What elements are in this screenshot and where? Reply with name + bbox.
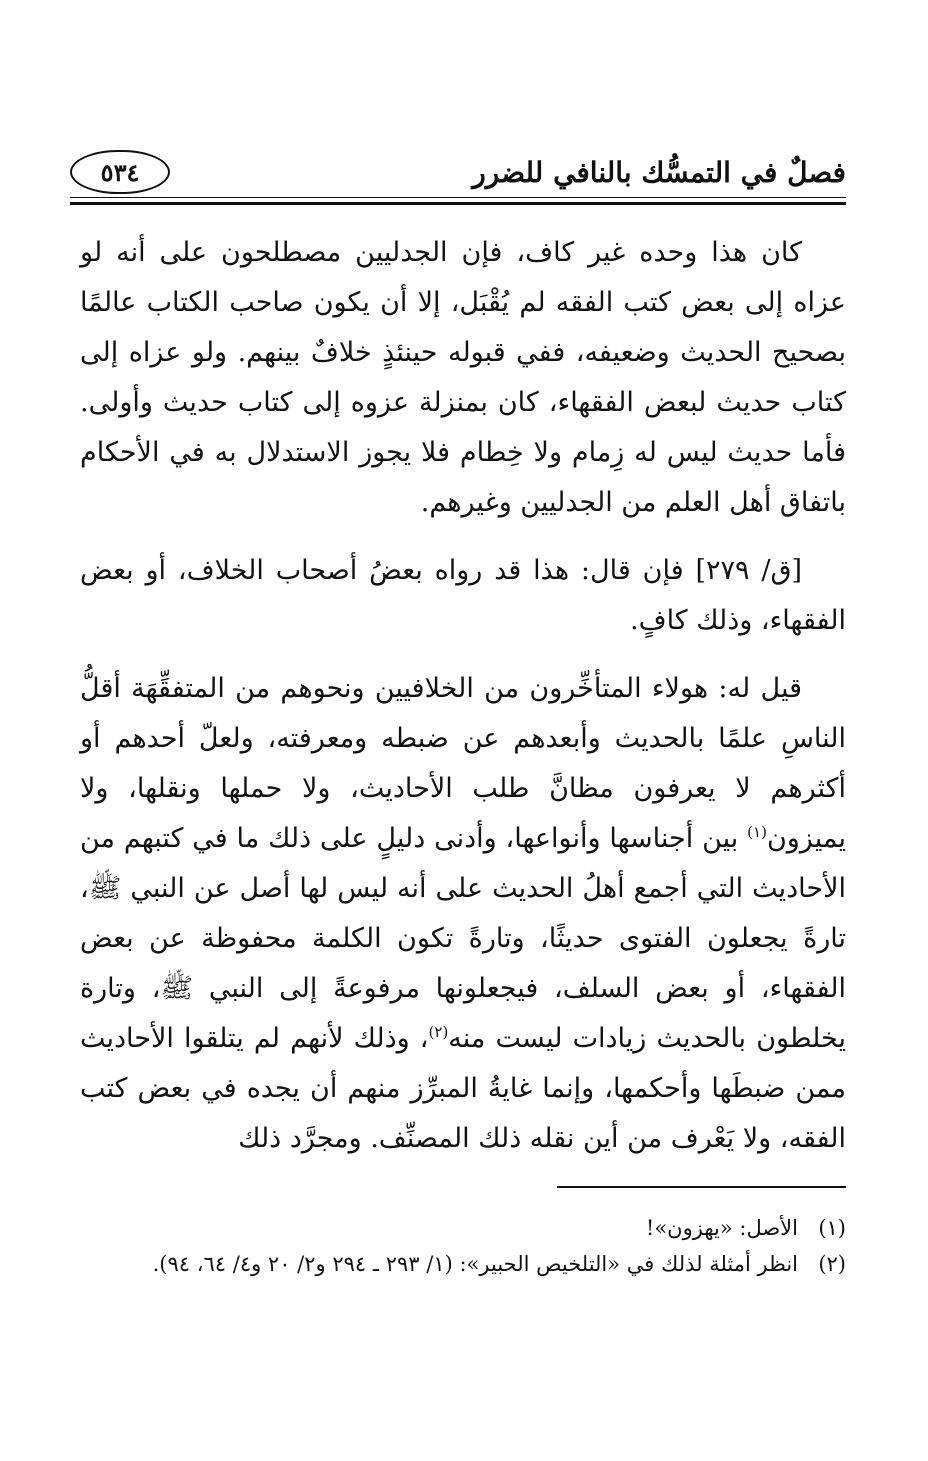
header-rule — [70, 197, 846, 198]
page-number-badge: ٥٣٤ — [70, 150, 170, 194]
paragraph-text: قيل له: هولاء المتأخِّرون من الخلافيين ونحوهم من المتفقِّهَة أقلُّ الناسِ علمًا بالحديث وأبعدهم عن ضبطه ومعرفته، ولعلّ أحدهم أو أكثرهم لا يعرفون مظانَّ طلب الأحاديث، ولا حملها ونقلها، ولا يميزون — [80, 673, 846, 854]
footnote-number: (١) — [818, 1216, 846, 1240]
footnote-ref-1[interactable]: (١) — [747, 823, 767, 841]
paragraph-text: بين أجناسها وأنواعها، وأدنى دليلٍ على ذلك ما في كتبهم من الأحاديث التي أجمع أهلُ الحديث على أنه ليس لها أصل عن النبي ﷺ، تارةً يجعلون الفتوى حديثًا، وتارةً تكون الكلمة محفوظة عن بعض الفقهاء، أو بعض السلف، فيجعلونها مرفوعةً إلى النبي ﷺ، وتارة يخلطون بالحديث زيادات ليست منه — [80, 823, 846, 1054]
paragraph-3 — [80, 664, 846, 1164]
page-header — [70, 146, 846, 198]
paragraph-text: كان هذا وحده غير كاف، فإن الجدليين مصطلحون على أنه لو عزاه إلى بعض كتب الفقه لم يُقْبَل، إلا أن يكون صاحب الكتاب عالمًا بصحيح الحديث وضعيفه، ففي قبوله حينئذٍ خلافٌ بينهم. ولو عزاه إلى كتاب حديث لبعض الفقهاء، كان بمنزلة عزوه إلى كتاب حديث وأولى. فأما حديث ليس له زِمام ولا خِطام فلا يجوز الاستدلال به في الأحكام باتفاق أهل العلم من الجدليين وغيرهم. — [80, 237, 846, 518]
footnote-text: الأصل: «يهزون»! — [645, 1216, 798, 1240]
footnote-ref-2[interactable]: (٢) — [428, 1023, 449, 1041]
footnote-text: انظر أمثلة لذلك في «التلخيص الحبير»: (١/ ٢٩٣ ـ ٢٩٤ و٢/ ٢٠ و٤/ ٦٤، ٩٤). — [152, 1252, 798, 1276]
footnote-2 — [80, 1246, 846, 1282]
body-text — [80, 228, 846, 1164]
footnote-1 — [80, 1210, 846, 1246]
paragraph-text: ، وذلك لأنهم لم يتلقوا الأحاديث ممن ضبطَها وأحكمها، وإنما غايةُ المبرِّز منهم أن يجده في بعض كتب الفقه، ولا يَعْرف من أين نقله ذلك المصنِّف. ومجرَّد ذلك — [80, 1023, 846, 1154]
footnote-number: (٢) — [818, 1252, 846, 1276]
footnote-separator — [557, 1186, 846, 1188]
header-rule-thick — [70, 202, 846, 205]
paragraph-2 — [80, 546, 846, 646]
footnotes — [80, 1210, 846, 1282]
paragraph-text: [ق/ ٢٧٩] فإن قال: هذا قد رواه بعضُ أصحاب الخلاف، أو بعض الفقهاء، وذلك كافٍ. — [80, 555, 846, 636]
paragraph-1 — [80, 228, 846, 528]
running-title: فصلٌ في التمسُّك بالنافي للضرر — [472, 156, 846, 189]
